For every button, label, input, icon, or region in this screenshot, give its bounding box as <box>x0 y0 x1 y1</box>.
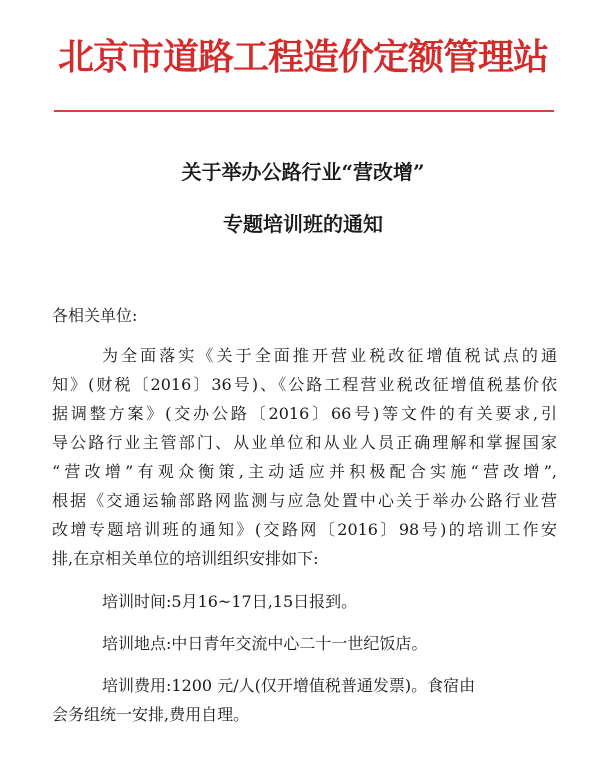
training-location: 培训地点:中日青年交流中心二十一世纪饭店。 <box>102 634 428 653</box>
salutation: 各相关单位: <box>52 306 138 325</box>
body-line: 知》(财税〔2016〕36号)、《公路工程营业税改征增值税基价依 <box>52 375 557 394</box>
body-line: 改增专题培训班的通知》(交路网〔2016〕98号)的培训工作安 <box>52 520 557 539</box>
training-fee-line-2: 会务组统一安排,费用自理。 <box>52 705 250 724</box>
training-fee-line-1: 培训费用:1200 元/人(仅开增值税普通发票)。食宿由 <box>102 676 476 695</box>
training-time: 培训时间:5月16~17日,15日报到。 <box>102 592 358 611</box>
letterhead-org-name: 北京市道路工程造价定额管理站 <box>57 37 548 78</box>
body-line: 根据《交通运输部路网监测与应急处置中心关于举办公路行业营 <box>52 491 557 510</box>
body-line: 为全面落实《关于全面推开营业税改征增值税试点的通 <box>102 346 557 365</box>
body-line: 据调整方案》(交办公路〔2016〕66号)等文件的有关要求,引 <box>52 404 557 423</box>
notice-title-line-1: 关于举办公路行业“营改增” <box>181 160 425 184</box>
letterhead-red-rule <box>54 110 554 112</box>
body-line: 导公路行业主管部门、从业单位和从业人员正确理解和掌握国家 <box>52 433 557 452</box>
body-line: “营改增”有观众衡策,主动适应并积极配合实施“营改增”, <box>52 462 557 481</box>
body-line: 排,在京相关单位的培训组织安排如下: <box>52 549 319 568</box>
notice-title-line-2: 专题培训班的通知 <box>223 212 383 236</box>
